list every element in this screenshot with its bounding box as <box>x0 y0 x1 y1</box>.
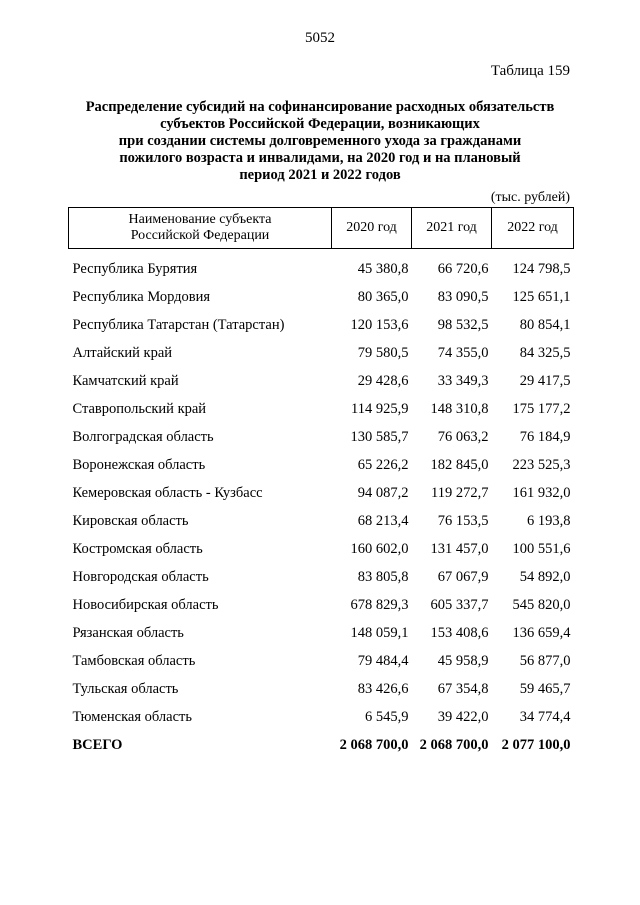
value-2020: 80 365,0 <box>357 288 409 305</box>
value-2022: 136 659,4 <box>512 624 571 641</box>
value-2021: 76 063,2 <box>437 428 489 445</box>
value-2021: 33 349,3 <box>437 372 489 389</box>
total-label: ВСЕГО <box>72 736 123 753</box>
table-row <box>69 423 574 451</box>
value-2022: 29 417,5 <box>519 372 571 389</box>
value-2021: 67 067,9 <box>437 568 489 585</box>
value-2022: 161 932,0 <box>512 484 571 501</box>
value-2021: 148 310,8 <box>430 400 489 417</box>
table-row <box>69 283 574 311</box>
title-line: субъектов Российской Федерации, возникающих <box>160 116 480 132</box>
subject-name: Рязанская область <box>72 624 184 641</box>
subject-name: Камчатский край <box>72 372 179 389</box>
value-2022: 223 525,3 <box>512 456 571 473</box>
value-2020: 120 153,6 <box>350 316 409 333</box>
units-label: (тыс. рублей) <box>490 190 570 205</box>
table-label: Таблица 159 <box>490 63 570 79</box>
header-subject-line2: Российской Федерации <box>130 228 270 243</box>
value-2022: 54 892,0 <box>519 568 571 585</box>
total-2022: 2 077 100,0 <box>501 736 571 753</box>
header-2021: 2021 год <box>412 208 492 249</box>
subject-name: Тамбовская область <box>72 652 196 669</box>
subject-name: Ставропольский край <box>72 400 207 417</box>
value-2020: 148 059,1 <box>350 624 409 641</box>
value-2020: 68 213,4 <box>357 512 409 529</box>
value-2021: 45 958,9 <box>437 652 489 669</box>
table-row <box>69 563 574 591</box>
subject-name: Республика Татарстан (Татарстан) <box>72 316 285 333</box>
subject-name: Костромская область <box>72 540 203 557</box>
value-2021: 119 272,7 <box>431 484 489 501</box>
title-line: период 2021 и 2022 годов <box>239 167 401 183</box>
title-line: Распределение субсидий на софинансирование расходных обязательств <box>85 99 555 115</box>
subject-name: Республика Мордовия <box>72 288 211 305</box>
table-row <box>69 479 574 507</box>
value-2020: 678 829,3 <box>350 596 409 613</box>
value-2022: 84 325,5 <box>519 344 571 361</box>
value-2021: 605 337,7 <box>430 596 489 613</box>
total-2020: 2 068 700,0 <box>339 736 409 753</box>
table-row <box>69 535 574 563</box>
table-row <box>69 339 574 367</box>
value-2020: 79 484,4 <box>357 652 409 669</box>
subject-name: Кемеровская область - Кузбасс <box>72 484 263 501</box>
value-2022: 34 774,4 <box>519 708 571 725</box>
subject-name: Волгоградская область <box>72 428 214 445</box>
title-line: пожилого возраста и инвалидами, на 2020 год и на плановый <box>119 150 521 166</box>
value-2021: 131 457,0 <box>430 540 489 557</box>
value-2022: 56 877,0 <box>519 652 571 669</box>
header-row <box>69 208 574 249</box>
value-2022: 175 177,2 <box>512 400 571 417</box>
value-2021: 74 355,0 <box>437 344 489 361</box>
table-row <box>69 311 574 339</box>
value-2020: 29 428,6 <box>357 372 409 389</box>
total-row <box>69 731 574 759</box>
value-2022: 76 184,9 <box>519 428 571 445</box>
value-2020: 79 580,5 <box>357 344 409 361</box>
value-2022: 100 551,6 <box>512 540 571 557</box>
value-2020: 130 585,7 <box>350 428 409 445</box>
value-2021: 182 845,0 <box>430 456 489 473</box>
subject-name: Воронежская область <box>72 456 206 473</box>
value-2020: 114 925,9 <box>351 400 409 417</box>
value-2021: 39 422,0 <box>437 708 489 725</box>
value-2021: 76 153,5 <box>437 512 489 529</box>
table-row <box>69 647 574 675</box>
value-2020: 65 226,2 <box>357 456 409 473</box>
table-row <box>69 675 574 703</box>
value-2022: 545 820,0 <box>512 596 571 613</box>
page-number: 5052 <box>305 30 335 46</box>
table-row <box>69 249 574 284</box>
value-2020: 94 087,2 <box>357 484 409 501</box>
value-2020: 83 805,8 <box>357 568 409 585</box>
value-2021: 153 408,6 <box>430 624 489 641</box>
table-row <box>69 703 574 731</box>
table-title <box>68 99 572 184</box>
subject-name: Тульская область <box>72 680 179 697</box>
value-2022: 6 193,8 <box>527 512 571 529</box>
value-2020: 83 426,6 <box>357 680 409 697</box>
subject-name: Новосибирская область <box>72 596 219 613</box>
value-2022: 124 798,5 <box>512 260 571 277</box>
subsidy-table <box>68 207 574 759</box>
subject-name: Новгородская область <box>72 568 209 585</box>
table-row <box>69 507 574 535</box>
total-2021: 2 068 700,0 <box>419 736 489 753</box>
value-2020: 45 380,8 <box>357 260 409 277</box>
value-2021: 83 090,5 <box>437 288 489 305</box>
value-2022: 80 854,1 <box>519 316 571 333</box>
table-row <box>69 395 574 423</box>
table-row <box>69 619 574 647</box>
value-2022: 125 651,1 <box>512 288 571 305</box>
value-2020: 160 602,0 <box>350 540 409 557</box>
table-row <box>69 591 574 619</box>
subject-name: Республика Бурятия <box>72 260 198 277</box>
header-2020: 2020 год <box>332 208 412 249</box>
value-2021: 66 720,6 <box>437 260 489 277</box>
subject-name: Кировская область <box>72 512 189 529</box>
value-2021: 98 532,5 <box>437 316 489 333</box>
subject-name: Алтайский край <box>72 344 173 361</box>
header-subject <box>69 208 332 249</box>
header-2022: 2022 год <box>492 208 574 249</box>
header-subject-line1: Наименование субъекта <box>128 212 272 227</box>
subject-name: Тюменская область <box>72 708 192 725</box>
table-row <box>69 451 574 479</box>
value-2020: 6 545,9 <box>365 708 409 725</box>
table-row <box>69 367 574 395</box>
value-2022: 59 465,7 <box>519 680 571 697</box>
value-2021: 67 354,8 <box>437 680 489 697</box>
title-line: при создании системы долговременного ухода за гражданами <box>118 133 522 149</box>
